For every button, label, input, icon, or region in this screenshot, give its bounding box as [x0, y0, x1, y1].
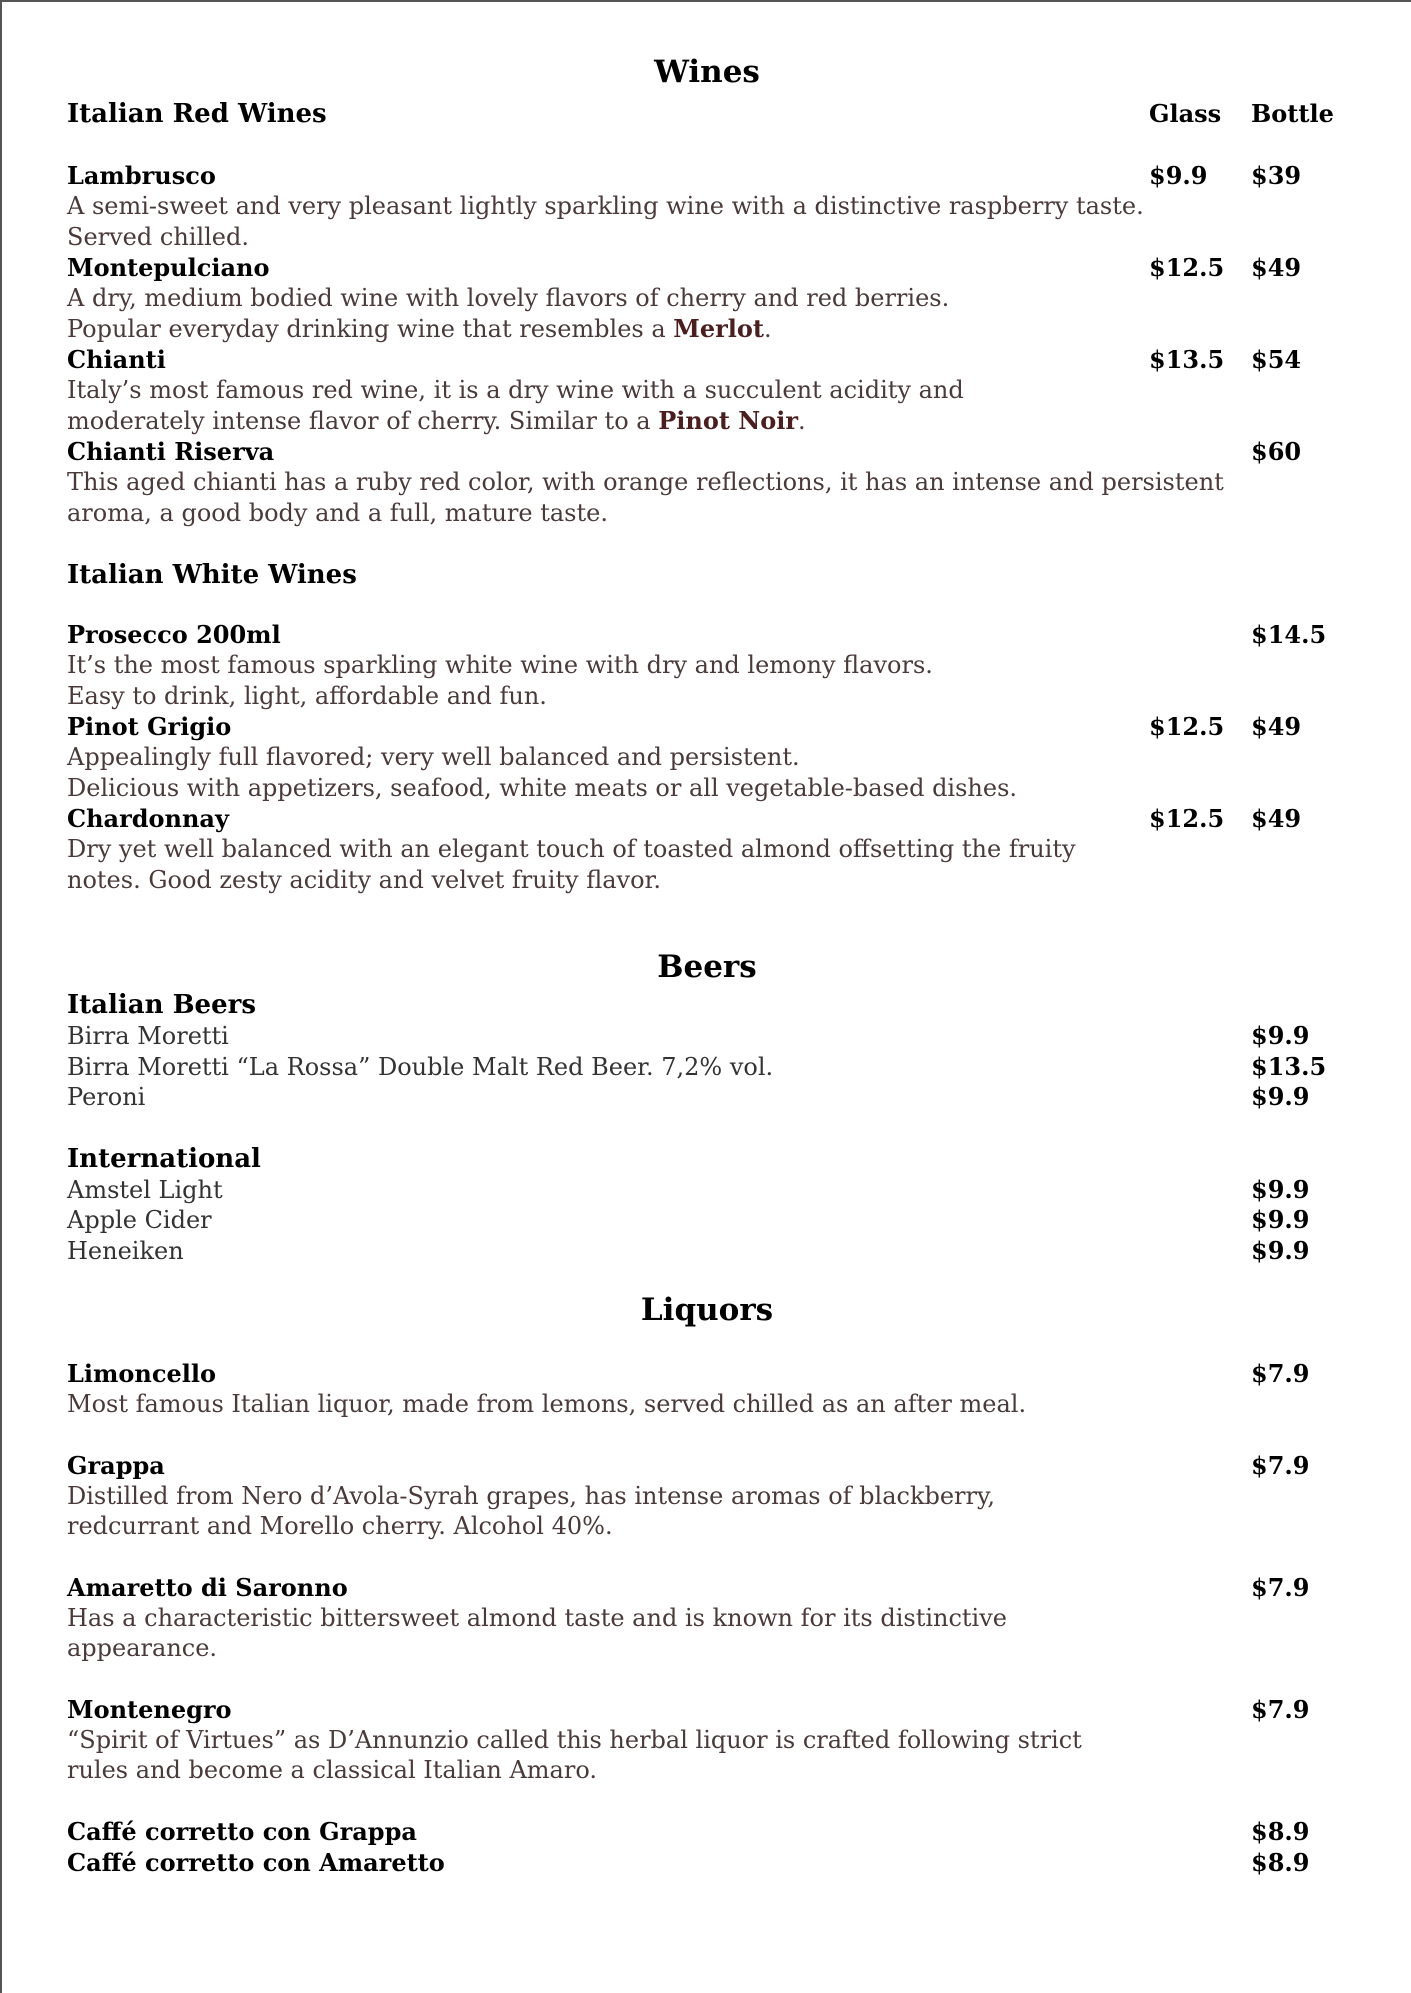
coffee-name: Caffé corretto con Grappa — [67, 1816, 417, 1846]
wine-name: Montepulciano — [67, 253, 270, 282]
liquor-item — [67, 1572, 1347, 1664]
beer-price: $9.9 — [1251, 1205, 1310, 1234]
beer-name: Birra Moretti — [67, 1022, 229, 1050]
liquor-description: redcurrant and Morello cherry. Alcohol 40%. — [67, 1512, 613, 1540]
wine-description: Delicious with appetizers, seafood, white meats or all vegetable-based dishes. — [67, 773, 1018, 802]
liquor-name: Grappa — [67, 1450, 165, 1480]
liquor-description: appearance. — [67, 1634, 218, 1662]
bottle-price: $14.5 — [1251, 620, 1327, 649]
bottle-price: $49 — [1251, 712, 1302, 741]
beer-price: $13.5 — [1251, 1051, 1327, 1081]
wine-item — [67, 344, 1347, 436]
wine-item — [67, 803, 1347, 895]
beer-item — [67, 1021, 1347, 1052]
beer-name: Amstel Light — [67, 1175, 223, 1204]
liquor-price: $7.9 — [1251, 1359, 1310, 1388]
bottle-price: $49 — [1251, 804, 1302, 833]
liquor-name: Montenegro — [67, 1694, 232, 1724]
wine-name: Chardonnay — [67, 804, 229, 833]
wine-item — [67, 160, 1347, 252]
liquor-price: $7.9 — [1251, 1572, 1310, 1602]
bottle-column-header: Bottle — [1251, 99, 1334, 128]
beer-price: $9.9 — [1251, 1174, 1310, 1204]
beer-item — [67, 1175, 1347, 1206]
wine-description: notes. Good zesty acidity and velvet fruity flavor. — [67, 865, 662, 894]
liquor-description: Distilled from Nero d’Avola-Syrah grapes, has intense aromas of blackberry, — [67, 1481, 995, 1510]
liquor-description: Most famous Italian liquor, made from lemons, served chilled as an after meal. — [67, 1390, 1027, 1418]
wine-item — [67, 252, 1347, 344]
beer-item — [67, 1052, 1347, 1083]
red-wines-header — [67, 94, 1347, 140]
wine-description: Dry yet well balanced with an elegant touch of toasted almond offsetting the fruity — [67, 835, 1076, 863]
glass-price: $9.9 — [1149, 161, 1208, 190]
glass-column-header: Glass — [1149, 99, 1222, 128]
beer-price: $9.9 — [1251, 1235, 1310, 1265]
liquor-description: “Spirit of Virtues” as D’Annunzio called this herbal liquor is crafted following strict — [67, 1725, 1082, 1754]
subsection-title-red-wines: Italian Red Wines — [67, 99, 327, 129]
liquor-description: rules and become a classical Italian Amaro. — [67, 1756, 597, 1784]
glass-price: $13.5 — [1149, 345, 1225, 374]
wine-description: This aged chianti has a ruby red color, with orange reflections, it has an intense and persistent — [67, 468, 1224, 496]
wine-name: Prosecco 200ml — [67, 620, 281, 649]
section-title-liquors: Liquors — [640, 1292, 774, 1328]
wine-description: A dry, medium bodied wine with lovely flavors of cherry and red berries. — [67, 284, 950, 312]
liquor-description: Has a characteristic bittersweet almond taste and is known for its distinctive — [67, 1603, 1007, 1632]
glass-price: $12.5 — [1149, 804, 1225, 833]
wine-item — [67, 436, 1347, 528]
beer-item — [67, 1236, 1347, 1267]
coffee-price: $8.9 — [1251, 1847, 1310, 1877]
white-wines-header — [67, 555, 1347, 595]
liquor-item — [67, 1450, 1347, 1542]
beer-name: Heneiken — [67, 1236, 184, 1265]
section-title-beers: Beers — [657, 949, 757, 985]
wine-description: Easy to drink, light, affordable and fun. — [67, 681, 547, 710]
bottle-price: $60 — [1251, 437, 1302, 466]
wine-name: Lambrusco — [67, 161, 216, 190]
subsection-title-italian-beers: Italian Beers — [67, 990, 256, 1020]
wine-name: Chianti — [67, 345, 166, 374]
wine-description — [67, 406, 1347, 437]
liquor-price: $7.9 — [1251, 1450, 1310, 1480]
wine-name: Chianti Riserva — [67, 437, 275, 466]
glass-price: $12.5 — [1149, 253, 1225, 282]
beer-item — [67, 1082, 1347, 1113]
wine-name: Pinot Grigio — [67, 712, 232, 741]
liquor-name: Amaretto di Saronno — [67, 1572, 348, 1602]
liquor-item — [67, 1358, 1347, 1420]
beer-name: Birra Moretti “La Rossa” Double Malt Red Beer. 7,2% vol. — [67, 1052, 774, 1081]
description-text: . — [798, 406, 806, 435]
wine-description: Served chilled. — [67, 222, 249, 251]
coffee-item — [67, 1816, 1347, 1847]
description-text: . — [764, 314, 772, 343]
wine-item — [67, 711, 1347, 803]
wine-item — [67, 619, 1347, 711]
description-highlight: Pinot Noir — [658, 405, 798, 435]
description-highlight: Merlot — [673, 313, 764, 343]
coffee-price: $8.9 — [1251, 1816, 1310, 1846]
wine-description: aroma, a good body and a full, mature taste. — [67, 498, 608, 527]
wine-description — [67, 314, 1347, 345]
bottle-price: $54 — [1251, 345, 1302, 374]
coffee-item — [67, 1847, 1347, 1878]
beer-price: $9.9 — [1251, 1082, 1310, 1111]
beer-price: $9.9 — [1251, 1021, 1310, 1050]
coffee-name: Caffé corretto con Amaretto — [67, 1847, 445, 1877]
liquors-section — [67, 1288, 1347, 1878]
wine-description: Appealingly full flavored; very well balanced and persistent. — [67, 743, 800, 771]
bottle-price: $49 — [1251, 253, 1302, 282]
subsection-title-international: International — [67, 1143, 261, 1174]
liquor-name: Limoncello — [67, 1359, 216, 1388]
description-text: Popular everyday drinking wine that resembles a — [67, 314, 674, 343]
wine-description: It’s the most famous sparkling white wine with dry and lemony flavors. — [67, 651, 933, 679]
beer-item — [67, 1205, 1347, 1236]
beer-name: Peroni — [67, 1083, 146, 1111]
subsection-title-white-wines: Italian White Wines — [67, 560, 357, 590]
liquor-item — [67, 1694, 1347, 1786]
description-text: moderately intense flavor of cherry. Similar to a — [67, 406, 659, 435]
wines-section — [67, 50, 1347, 895]
beer-name: Apple Cider — [67, 1206, 212, 1234]
wine-description: Italy’s most famous red wine, it is a dry wine with a succulent acidity and — [67, 376, 964, 404]
liquor-price: $7.9 — [1251, 1694, 1310, 1724]
glass-price: $12.5 — [1149, 712, 1225, 741]
wine-description: A semi-sweet and very pleasant lightly sparkling wine with a distinctive raspberry taste. — [67, 192, 1144, 220]
bottle-price: $39 — [1251, 161, 1302, 190]
beers-section — [67, 945, 1347, 1266]
menu-page — [67, 50, 1347, 1878]
section-title-wines: Wines — [654, 54, 760, 90]
